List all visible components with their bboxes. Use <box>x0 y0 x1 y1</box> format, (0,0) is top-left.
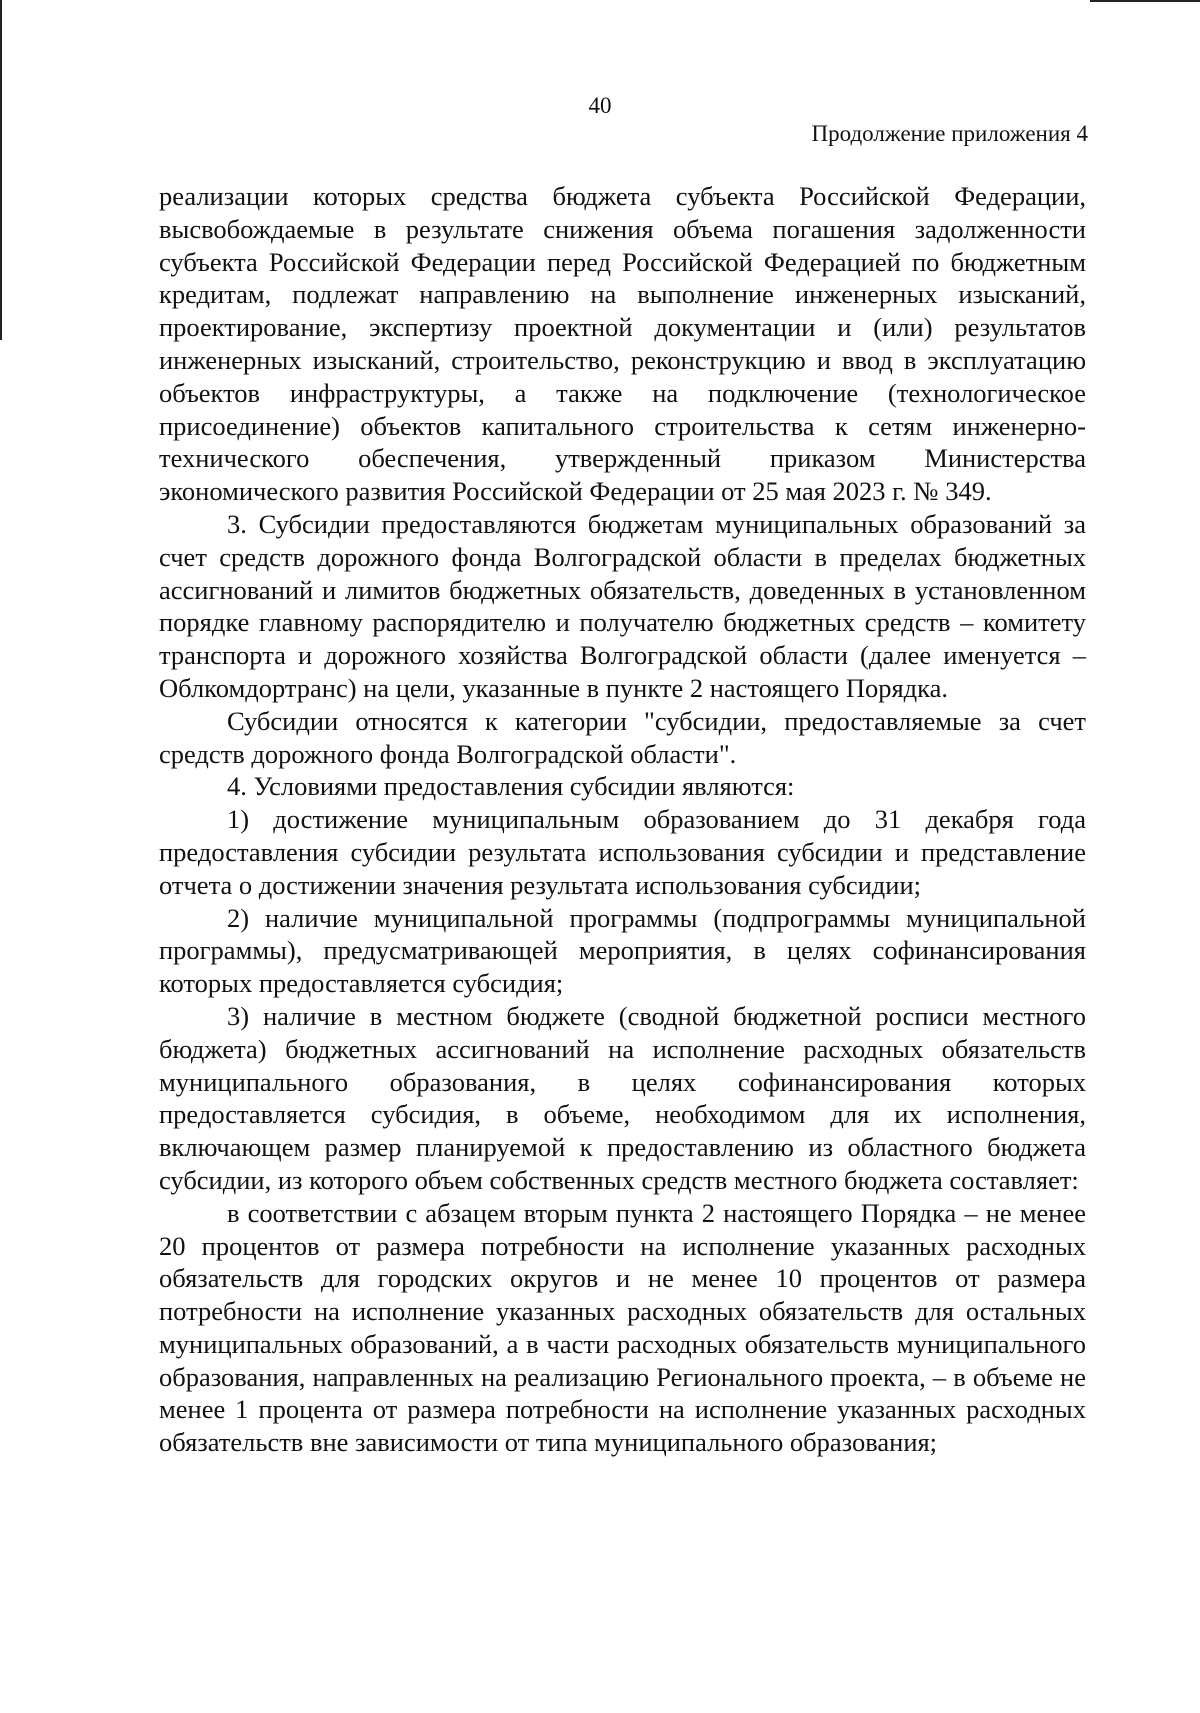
page-number: 40 <box>588 93 612 118</box>
paragraph-cofinancing-share: в соответствии с абзацем вторым пункта 2 настоящего Порядка – не менее 20 процентов от размера потребности на исполнение указанных расходных обязательств для городских округов и не менее 10 процентов от размера потребности на исполнение указанных расходных обязательств для остальных муниципальных образований, а в части расходных обязательств муниципального образования, направленных на реализацию Регионального проекта, – в объеме не менее 1 процента от размера потребности на исполнение указанных расходных обязательств вне зависимости от типа муниципального образования; <box>159 1197 1086 1458</box>
paragraph-continuation: реализации которых средства бюджета субъекта Российской Федерации, высвобождаемые в результате снижения объема погашения задолженности субъекта Российской Федерации перед Российской Федерацией по бюджетным кредитам, подлежат направлению на выполнение инженерных изысканий, проектирование, экспертизу проектной документации и (или) результатов инженерных изысканий, строительство, реконструкцию и ввод в эксплуатацию объектов инфраструктуры, а также на подключение (технологическое присоединение) объектов капитального строительства к сетям инженерно-технического обеспечения, утвержденный приказом Министерства экономического развития Российской Федерации от 25 мая 2023 г. № 349. <box>159 181 1086 507</box>
document-body <box>159 180 1086 1459</box>
paragraph-condition-2: 2) наличие муниципальной программы (подпрограммы муниципальной программы), предусматривающей мероприятия, в целях софинансирования которых предоставляется субсидия; <box>159 902 1086 999</box>
paragraph-condition-3: 3) наличие в местном бюджете (сводной бюджетной росписи местного бюджета) бюджетных ассигнований на исполнение расходных обязательств муниципального образования, в целях софинансирования которых предоставляется субсидия, в объеме, необходимом для их исполнения, включающем размер планируемой к предоставлению из областного бюджета субсидии, из которого объем собственных средств местного бюджета составляет: <box>159 1000 1086 1195</box>
paragraph-item-3: 3. Субсидии предоставляются бюджетам муниципальных образований за счет средств дорожного фонда Волгоградской области в пределах бюджетных ассигнований и лимитов бюджетных обязательств, доведенных в установленном порядке главному распорядителю и получателю бюджетных средств – комитету транспорта и дорожного хозяйства Волгоградской области (далее именуется – Облкомдортранс) на цели, указанные в пункте 2 настоящего Порядка. <box>159 508 1086 703</box>
scan-edge-top <box>1090 0 1200 2</box>
scan-edge-left <box>0 0 2 340</box>
paragraph-item-4: 4. Условиями предоставления субсидии являются: <box>227 771 795 802</box>
paragraph-condition-1: 1) достижение муниципальным образованием до 31 декабря года предоставления субсидии результата использования субсидии и представление отчета о достижении значения результата использования субсидии; <box>159 804 1086 900</box>
appendix-note: Продолжение приложения 4 <box>811 121 1088 146</box>
paragraph-subsidy-category: Субсидии относятся к категории "субсидии, предоставляемые за счет средств дорожного фонда Волгоградской области". <box>159 705 1086 769</box>
